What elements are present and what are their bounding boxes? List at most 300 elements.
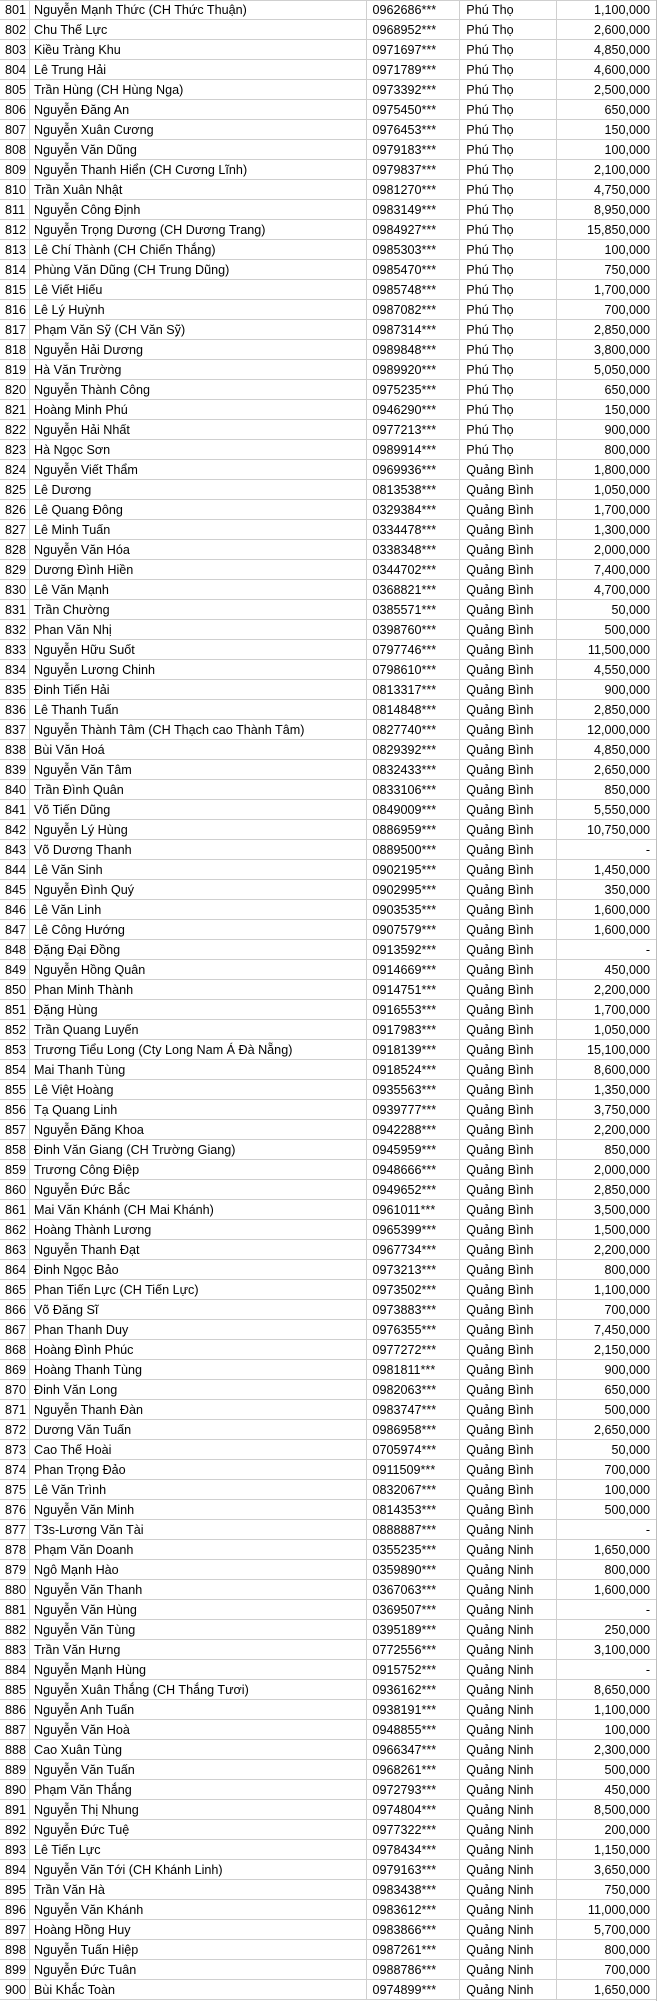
amount-cell[interactable]: 900,000 xyxy=(604,1362,651,1377)
name-cell[interactable]: Lê Văn Trình xyxy=(30,1480,367,1499)
name-cell[interactable]: Trần Quang Luyến xyxy=(30,1020,367,1039)
amount-cell[interactable]: 5,700,000 xyxy=(593,1922,651,1937)
row-number-cell[interactable]: 899 xyxy=(0,1960,30,1979)
row-number-cell[interactable]: 875 xyxy=(0,1480,30,1499)
row-number-cell[interactable]: 896 xyxy=(0,1900,30,1919)
province-cell[interactable]: Phú Thọ xyxy=(460,200,557,219)
province-cell[interactable]: Quảng Bình xyxy=(460,1080,557,1099)
amount-cell[interactable]: 4,850,000 xyxy=(593,742,651,757)
phone-cell[interactable]: 0942288*** xyxy=(367,1120,460,1139)
phone-cell[interactable]: 0977272*** xyxy=(367,1340,460,1359)
name-cell[interactable]: Lê Quang Đông xyxy=(30,500,367,519)
province-cell[interactable]: Quảng Bình xyxy=(460,1340,557,1359)
amount-cell[interactable]: 1,600,000 xyxy=(593,1582,651,1597)
phone-cell[interactable]: 0334478*** xyxy=(367,520,460,539)
name-cell[interactable]: Trương Tiểu Long (Cty Long Nam Á Đà Nẵng) xyxy=(30,1040,367,1059)
row-number-cell[interactable]: 816 xyxy=(0,300,30,319)
row-number-cell[interactable]: 864 xyxy=(0,1260,30,1279)
phone-cell[interactable]: 0827740*** xyxy=(367,720,460,739)
province-cell[interactable]: Quảng Bình xyxy=(460,640,557,659)
row-number-cell[interactable]: 826 xyxy=(0,500,30,519)
name-cell[interactable]: Nguyễn Thành Công xyxy=(30,380,367,399)
row-number-cell[interactable]: 814 xyxy=(0,260,30,279)
row-number-cell[interactable]: 804 xyxy=(0,60,30,79)
name-cell[interactable]: Nguyễn Văn Hóa xyxy=(30,540,367,559)
province-cell[interactable]: Quảng Ninh xyxy=(460,1860,557,1879)
province-cell[interactable]: Quảng Bình xyxy=(460,680,557,699)
phone-cell[interactable]: 0966347*** xyxy=(367,1740,460,1759)
row-number-cell[interactable]: 885 xyxy=(0,1680,30,1699)
province-cell[interactable]: Quảng Bình xyxy=(460,1220,557,1239)
row-number-cell[interactable]: 861 xyxy=(0,1200,30,1219)
province-cell[interactable]: Quảng Bình xyxy=(460,580,557,599)
province-cell[interactable]: Quảng Ninh xyxy=(460,1940,557,1959)
province-cell[interactable]: Phú Thọ xyxy=(460,40,557,59)
amount-cell[interactable]: 3,650,000 xyxy=(593,1862,651,1877)
row-number-cell[interactable]: 824 xyxy=(0,460,30,479)
amount-cell[interactable]: 900,000 xyxy=(604,422,651,437)
province-cell[interactable]: Quảng Ninh xyxy=(460,1580,557,1599)
amount-cell[interactable]: 4,750,000 xyxy=(593,182,651,197)
phone-cell[interactable]: 0973213*** xyxy=(367,1260,460,1279)
amount-cell[interactable]: 1,650,000 xyxy=(593,1542,651,1557)
row-number-cell[interactable]: 852 xyxy=(0,1020,30,1039)
amount-cell[interactable]: 200,000 xyxy=(604,1822,651,1837)
phone-cell[interactable]: 0946290*** xyxy=(367,400,460,419)
name-cell[interactable]: Mai Thanh Tùng xyxy=(30,1060,367,1079)
phone-cell[interactable]: 0832433*** xyxy=(367,760,460,779)
province-cell[interactable]: Phú Thọ xyxy=(460,380,557,399)
amount-cell[interactable]: 450,000 xyxy=(604,962,651,977)
phone-cell[interactable]: 0369507*** xyxy=(367,1600,460,1619)
amount-cell[interactable]: 1,350,000 xyxy=(593,1082,651,1097)
amount-cell[interactable]: - xyxy=(645,1522,651,1537)
phone-cell[interactable]: 0329384*** xyxy=(367,500,460,519)
phone-cell[interactable]: 0355235*** xyxy=(367,1540,460,1559)
phone-cell[interactable]: 0918139*** xyxy=(367,1040,460,1059)
row-number-cell[interactable]: 830 xyxy=(0,580,30,599)
phone-cell[interactable]: 0886959*** xyxy=(367,820,460,839)
phone-cell[interactable]: 0985748*** xyxy=(367,280,460,299)
name-cell[interactable]: Võ Dương Thanh xyxy=(30,840,367,859)
amount-cell[interactable]: 8,600,000 xyxy=(593,1062,651,1077)
row-number-cell[interactable]: 856 xyxy=(0,1100,30,1119)
amount-cell[interactable]: 11,500,000 xyxy=(587,642,651,657)
province-cell[interactable]: Quảng Ninh xyxy=(460,1760,557,1779)
row-number-cell[interactable]: 820 xyxy=(0,380,30,399)
province-cell[interactable]: Quảng Bình xyxy=(460,720,557,739)
row-number-cell[interactable]: 892 xyxy=(0,1820,30,1839)
row-number-cell[interactable]: 812 xyxy=(0,220,30,239)
phone-cell[interactable]: 0902995*** xyxy=(367,880,460,899)
amount-cell[interactable]: 1,300,000 xyxy=(593,522,651,537)
row-number-cell[interactable]: 847 xyxy=(0,920,30,939)
province-cell[interactable]: Quảng Bình xyxy=(460,1100,557,1119)
amount-cell[interactable]: 4,600,000 xyxy=(593,62,651,77)
name-cell[interactable]: Bùi Khắc Toàn xyxy=(30,1980,367,1999)
province-cell[interactable]: Quảng Ninh xyxy=(460,1700,557,1719)
row-number-cell[interactable]: 810 xyxy=(0,180,30,199)
name-cell[interactable]: Nguyễn Hồng Quân xyxy=(30,960,367,979)
phone-cell[interactable]: 0977213*** xyxy=(367,420,460,439)
amount-cell[interactable]: 2,850,000 xyxy=(593,702,651,717)
phone-cell[interactable]: 0936162*** xyxy=(367,1680,460,1699)
province-cell[interactable]: Quảng Bình xyxy=(460,920,557,939)
phone-cell[interactable]: 0976355*** xyxy=(367,1320,460,1339)
amount-cell[interactable]: 2,650,000 xyxy=(593,762,651,777)
amount-cell[interactable]: 1,150,000 xyxy=(593,1842,651,1857)
row-number-cell[interactable]: 858 xyxy=(0,1140,30,1159)
row-number-cell[interactable]: 833 xyxy=(0,640,30,659)
name-cell[interactable]: Nguyễn Hải Nhất xyxy=(30,420,367,439)
row-number-cell[interactable]: 850 xyxy=(0,980,30,999)
province-cell[interactable]: Phú Thọ xyxy=(460,20,557,39)
amount-cell[interactable]: 1,100,000 xyxy=(593,3,651,17)
amount-cell[interactable]: 50,000 xyxy=(611,602,651,617)
phone-cell[interactable]: 0985470*** xyxy=(367,260,460,279)
province-cell[interactable]: Quảng Ninh xyxy=(460,1740,557,1759)
row-number-cell[interactable]: 823 xyxy=(0,440,30,459)
row-number-cell[interactable]: 877 xyxy=(0,1520,30,1539)
phone-cell[interactable]: 0395189*** xyxy=(367,1620,460,1639)
name-cell[interactable]: Nguyễn Thanh Đàn xyxy=(30,1400,367,1419)
name-cell[interactable]: Nguyễn Viết Thẩm xyxy=(30,460,367,479)
name-cell[interactable]: Nguyễn Văn Hoà xyxy=(30,1720,367,1739)
name-cell[interactable]: Hoàng Hồng Huy xyxy=(30,1920,367,1939)
name-cell[interactable]: Lê Công Hướng xyxy=(30,920,367,939)
row-number-cell[interactable]: 860 xyxy=(0,1180,30,1199)
amount-cell[interactable]: 1,800,000 xyxy=(593,462,651,477)
row-number-cell[interactable]: 863 xyxy=(0,1240,30,1259)
phone-cell[interactable]: 0797746*** xyxy=(367,640,460,659)
phone-cell[interactable]: 0968261*** xyxy=(367,1760,460,1779)
province-cell[interactable]: Quảng Bình xyxy=(460,500,557,519)
province-cell[interactable]: Quảng Bình xyxy=(460,860,557,879)
phone-cell[interactable]: 0398760*** xyxy=(367,620,460,639)
name-cell[interactable]: Hà Ngọc Sơn xyxy=(30,440,367,459)
phone-cell[interactable]: 0965399*** xyxy=(367,1220,460,1239)
row-number-cell[interactable]: 897 xyxy=(0,1920,30,1939)
amount-cell[interactable]: 2,100,000 xyxy=(593,162,651,177)
amount-cell[interactable]: 800,000 xyxy=(604,442,651,457)
phone-cell[interactable]: 0813538*** xyxy=(367,480,460,499)
amount-cell[interactable]: 800,000 xyxy=(604,1562,651,1577)
province-cell[interactable]: Phú Thọ xyxy=(460,300,557,319)
phone-cell[interactable]: 0385571*** xyxy=(367,600,460,619)
amount-cell[interactable]: 2,000,000 xyxy=(593,1162,651,1177)
phone-cell[interactable]: 0902195*** xyxy=(367,860,460,879)
name-cell[interactable]: Dương Đình Hiền xyxy=(30,560,367,579)
province-cell[interactable]: Quảng Ninh xyxy=(460,1720,557,1739)
province-cell[interactable]: Quảng Bình xyxy=(460,780,557,799)
row-number-cell[interactable]: 835 xyxy=(0,680,30,699)
phone-cell[interactable]: 0949652*** xyxy=(367,1180,460,1199)
province-cell[interactable]: Quảng Bình xyxy=(460,900,557,919)
province-cell[interactable]: Quảng Bình xyxy=(460,760,557,779)
name-cell[interactable]: Cao Thế Hoài xyxy=(30,1440,367,1459)
name-cell[interactable]: Võ Tiến Dũng xyxy=(30,800,367,819)
amount-cell[interactable]: 2,650,000 xyxy=(593,1422,651,1437)
row-number-cell[interactable]: 809 xyxy=(0,160,30,179)
name-cell[interactable]: Hoàng Thành Lương xyxy=(30,1220,367,1239)
name-cell[interactable]: Nguyễn Thị Nhung xyxy=(30,1800,367,1819)
province-cell[interactable]: Quảng Bình xyxy=(460,820,557,839)
name-cell[interactable]: Trần Văn Hưng xyxy=(30,1640,367,1659)
province-cell[interactable]: Phú Thọ xyxy=(460,100,557,119)
name-cell[interactable]: Phan Tiến Lực (CH Tiến Lực) xyxy=(30,1280,367,1299)
phone-cell[interactable]: 0907579*** xyxy=(367,920,460,939)
province-cell[interactable]: Quảng Bình xyxy=(460,1360,557,1379)
phone-cell[interactable]: 0914751*** xyxy=(367,980,460,999)
amount-cell[interactable]: - xyxy=(645,1662,651,1677)
amount-cell[interactable]: 1,050,000 xyxy=(593,482,651,497)
province-cell[interactable]: Quảng Ninh xyxy=(460,1980,557,1999)
amount-cell[interactable]: 2,300,000 xyxy=(593,1742,651,1757)
phone-cell[interactable]: 0948855*** xyxy=(367,1720,460,1739)
row-number-cell[interactable]: 893 xyxy=(0,1840,30,1859)
name-cell[interactable]: Lê Lý Huỳnh xyxy=(30,300,367,319)
row-number-cell[interactable]: 813 xyxy=(0,240,30,259)
phone-cell[interactable]: 0368821*** xyxy=(367,580,460,599)
amount-cell[interactable]: 500,000 xyxy=(604,1502,651,1517)
row-number-cell[interactable]: 845 xyxy=(0,880,30,899)
name-cell[interactable]: Phan Trọng Đảo xyxy=(30,1460,367,1479)
province-cell[interactable]: Quảng Bình xyxy=(460,800,557,819)
province-cell[interactable]: Quảng Bình xyxy=(460,1380,557,1399)
amount-cell[interactable]: 2,150,000 xyxy=(593,1342,651,1357)
province-cell[interactable]: Quảng Ninh xyxy=(460,1540,557,1559)
row-number-cell[interactable]: 836 xyxy=(0,700,30,719)
province-cell[interactable]: Phú Thọ xyxy=(460,320,557,339)
amount-cell[interactable]: 800,000 xyxy=(604,1942,651,1957)
name-cell[interactable]: Nguyễn Văn Thanh xyxy=(30,1580,367,1599)
phone-cell[interactable]: 0772556*** xyxy=(367,1640,460,1659)
row-number-cell[interactable]: 855 xyxy=(0,1080,30,1099)
amount-cell[interactable]: 50,000 xyxy=(611,1442,651,1457)
name-cell[interactable]: Trần Đình Quân xyxy=(30,780,367,799)
row-number-cell[interactable]: 807 xyxy=(0,120,30,139)
row-number-cell[interactable]: 801 xyxy=(0,1,30,19)
row-number-cell[interactable]: 806 xyxy=(0,100,30,119)
phone-cell[interactable]: 0972793*** xyxy=(367,1780,460,1799)
amount-cell[interactable]: 4,850,000 xyxy=(593,42,651,57)
phone-cell[interactable]: 0974804*** xyxy=(367,1800,460,1819)
row-number-cell[interactable]: 837 xyxy=(0,720,30,739)
amount-cell[interactable]: 12,000,000 xyxy=(586,722,651,737)
row-number-cell[interactable]: 832 xyxy=(0,620,30,639)
province-cell[interactable]: Quảng Ninh xyxy=(460,1960,557,1979)
province-cell[interactable]: Quảng Bình xyxy=(460,1180,557,1199)
row-number-cell[interactable]: 872 xyxy=(0,1420,30,1439)
name-cell[interactable]: Tạ Quang Linh xyxy=(30,1100,367,1119)
phone-cell[interactable]: 0983438*** xyxy=(367,1880,460,1899)
name-cell[interactable]: Phan Thanh Duy xyxy=(30,1320,367,1339)
province-cell[interactable]: Quảng Ninh xyxy=(460,1840,557,1859)
row-number-cell[interactable]: 888 xyxy=(0,1740,30,1759)
name-cell[interactable]: Nguyễn Đức Bắc xyxy=(30,1180,367,1199)
province-cell[interactable]: Quảng Ninh xyxy=(460,1520,557,1539)
province-cell[interactable]: Quảng Bình xyxy=(460,940,557,959)
phone-cell[interactable]: 0918524*** xyxy=(367,1060,460,1079)
province-cell[interactable]: Quảng Bình xyxy=(460,540,557,559)
row-number-cell[interactable]: 859 xyxy=(0,1160,30,1179)
row-number-cell[interactable]: 900 xyxy=(0,1980,30,1999)
name-cell[interactable]: Hà Văn Trường xyxy=(30,360,367,379)
amount-cell[interactable]: 1,050,000 xyxy=(593,1022,651,1037)
phone-cell[interactable]: 0813317*** xyxy=(367,680,460,699)
amount-cell[interactable]: 1,450,000 xyxy=(593,862,651,877)
province-cell[interactable]: Phú Thọ xyxy=(460,360,557,379)
name-cell[interactable]: T3s-Lương Văn Tài xyxy=(30,1520,367,1539)
phone-cell[interactable]: 0981811*** xyxy=(367,1360,460,1379)
name-cell[interactable]: Kiều Tràng Khu xyxy=(30,40,367,59)
phone-cell[interactable]: 0979183*** xyxy=(367,140,460,159)
amount-cell[interactable]: 750,000 xyxy=(604,262,651,277)
amount-cell[interactable]: 8,500,000 xyxy=(593,1802,651,1817)
row-number-cell[interactable]: 818 xyxy=(0,340,30,359)
name-cell[interactable]: Đinh Văn Giang (CH Trường Giang) xyxy=(30,1140,367,1159)
province-cell[interactable]: Quảng Ninh xyxy=(460,1780,557,1799)
name-cell[interactable]: Đặng Hùng xyxy=(30,1000,367,1019)
row-number-cell[interactable]: 831 xyxy=(0,600,30,619)
name-cell[interactable]: Đặng Đại Đồng xyxy=(30,940,367,959)
row-number-cell[interactable]: 842 xyxy=(0,820,30,839)
amount-cell[interactable]: - xyxy=(645,842,651,857)
amount-cell[interactable]: 1,700,000 xyxy=(593,1002,651,1017)
province-cell[interactable]: Quảng Bình xyxy=(460,1260,557,1279)
province-cell[interactable]: Phú Thọ xyxy=(460,180,557,199)
row-number-cell[interactable]: 873 xyxy=(0,1440,30,1459)
phone-cell[interactable]: 0984927*** xyxy=(367,220,460,239)
amount-cell[interactable]: 450,000 xyxy=(604,1782,651,1797)
amount-cell[interactable]: 3,750,000 xyxy=(593,1102,651,1117)
row-number-cell[interactable]: 829 xyxy=(0,560,30,579)
row-number-cell[interactable]: 843 xyxy=(0,840,30,859)
province-cell[interactable]: Phú Thọ xyxy=(460,400,557,419)
phone-cell[interactable]: 0986958*** xyxy=(367,1420,460,1439)
amount-cell[interactable]: 700,000 xyxy=(604,302,651,317)
province-cell[interactable]: Quảng Bình xyxy=(460,620,557,639)
row-number-cell[interactable]: 815 xyxy=(0,280,30,299)
province-cell[interactable]: Phú Thọ xyxy=(460,120,557,139)
province-cell[interactable]: Quảng Bình xyxy=(460,480,557,499)
name-cell[interactable]: Nguyễn Văn Tùng xyxy=(30,1620,367,1639)
row-number-cell[interactable]: 879 xyxy=(0,1560,30,1579)
name-cell[interactable]: Nguyễn Thành Tâm (CH Thạch cao Thành Tâm) xyxy=(30,720,367,739)
name-cell[interactable]: Nguyễn Văn Khánh xyxy=(30,1900,367,1919)
phone-cell[interactable]: 0974899*** xyxy=(367,1980,460,1999)
amount-cell[interactable]: 1,700,000 xyxy=(593,502,651,517)
phone-cell[interactable]: 0915752*** xyxy=(367,1660,460,1679)
row-number-cell[interactable]: 881 xyxy=(0,1600,30,1619)
amount-cell[interactable]: 4,550,000 xyxy=(593,662,651,677)
amount-cell[interactable]: 2,500,000 xyxy=(593,82,651,97)
row-number-cell[interactable]: 808 xyxy=(0,140,30,159)
amount-cell[interactable]: 100,000 xyxy=(604,142,651,157)
row-number-cell[interactable]: 817 xyxy=(0,320,30,339)
amount-cell[interactable]: 100,000 xyxy=(604,1722,651,1737)
province-cell[interactable]: Quảng Bình xyxy=(460,1140,557,1159)
row-number-cell[interactable]: 876 xyxy=(0,1500,30,1519)
phone-cell[interactable]: 0975235*** xyxy=(367,380,460,399)
row-number-cell[interactable]: 869 xyxy=(0,1360,30,1379)
name-cell[interactable]: Phạm Văn Doanh xyxy=(30,1540,367,1559)
phone-cell[interactable]: 0938191*** xyxy=(367,1700,460,1719)
name-cell[interactable]: Lê Thanh Tuấn xyxy=(30,700,367,719)
row-number-cell[interactable]: 889 xyxy=(0,1760,30,1779)
name-cell[interactable]: Lê Văn Linh xyxy=(30,900,367,919)
province-cell[interactable]: Quảng Bình xyxy=(460,1040,557,1059)
row-number-cell[interactable]: 857 xyxy=(0,1120,30,1139)
phone-cell[interactable]: 0975450*** xyxy=(367,100,460,119)
name-cell[interactable]: Đinh Ngọc Bảo xyxy=(30,1260,367,1279)
row-number-cell[interactable]: 834 xyxy=(0,660,30,679)
province-cell[interactable]: Quảng Bình xyxy=(460,560,557,579)
amount-cell[interactable]: 500,000 xyxy=(604,622,651,637)
amount-cell[interactable]: 15,850,000 xyxy=(586,222,651,237)
province-cell[interactable]: Quảng Bình xyxy=(460,1200,557,1219)
province-cell[interactable]: Quảng Ninh xyxy=(460,1660,557,1679)
phone-cell[interactable]: 0914669*** xyxy=(367,960,460,979)
row-number-cell[interactable]: 866 xyxy=(0,1300,30,1319)
name-cell[interactable]: Nguyễn Đức Tuệ xyxy=(30,1820,367,1839)
province-cell[interactable]: Phú Thọ xyxy=(460,440,557,459)
phone-cell[interactable]: 0359890*** xyxy=(367,1560,460,1579)
name-cell[interactable]: Dương Văn Tuấn xyxy=(30,1420,367,1439)
name-cell[interactable]: Hoàng Minh Phú xyxy=(30,400,367,419)
name-cell[interactable]: Nguyễn Đăng Khoa xyxy=(30,1120,367,1139)
phone-cell[interactable]: 0978434*** xyxy=(367,1840,460,1859)
name-cell[interactable]: Bùi Văn Hoá xyxy=(30,740,367,759)
amount-cell[interactable]: 350,000 xyxy=(604,882,651,897)
phone-cell[interactable]: 0832067*** xyxy=(367,1480,460,1499)
name-cell[interactable]: Phùng Văn Dũng (CH Trung Dũng) xyxy=(30,260,367,279)
phone-cell[interactable]: 0983866*** xyxy=(367,1920,460,1939)
province-cell[interactable]: Phú Thọ xyxy=(460,260,557,279)
province-cell[interactable]: Quảng Ninh xyxy=(460,1900,557,1919)
province-cell[interactable]: Quảng Ninh xyxy=(460,1680,557,1699)
name-cell[interactable]: Nguyễn Văn Dũng xyxy=(30,140,367,159)
row-number-cell[interactable]: 895 xyxy=(0,1880,30,1899)
amount-cell[interactable]: 150,000 xyxy=(604,402,651,417)
amount-cell[interactable]: - xyxy=(645,1602,651,1617)
name-cell[interactable]: Lê Tiến Lực xyxy=(30,1840,367,1859)
amount-cell[interactable]: 500,000 xyxy=(604,1762,651,1777)
amount-cell[interactable]: 2,850,000 xyxy=(593,1182,651,1197)
phone-cell[interactable]: 0935563*** xyxy=(367,1080,460,1099)
phone-cell[interactable]: 0976453*** xyxy=(367,120,460,139)
name-cell[interactable]: Cao Xuân Tùng xyxy=(30,1740,367,1759)
phone-cell[interactable]: 0916553*** xyxy=(367,1000,460,1019)
row-number-cell[interactable]: 867 xyxy=(0,1320,30,1339)
province-cell[interactable]: Phú Thọ xyxy=(460,220,557,239)
name-cell[interactable]: Nguyễn Văn Tâm xyxy=(30,760,367,779)
name-cell[interactable]: Đinh Văn Long xyxy=(30,1380,367,1399)
amount-cell[interactable]: 15,100,000 xyxy=(586,1042,651,1057)
amount-cell[interactable]: 100,000 xyxy=(604,1482,651,1497)
amount-cell[interactable]: 1,500,000 xyxy=(593,1222,651,1237)
row-number-cell[interactable]: 891 xyxy=(0,1800,30,1819)
amount-cell[interactable]: 1,600,000 xyxy=(593,902,651,917)
row-number-cell[interactable]: 805 xyxy=(0,80,30,99)
province-cell[interactable]: Quảng Ninh xyxy=(460,1920,557,1939)
province-cell[interactable]: Quảng Ninh xyxy=(460,1640,557,1659)
amount-cell[interactable]: 8,650,000 xyxy=(593,1682,651,1697)
row-number-cell[interactable]: 821 xyxy=(0,400,30,419)
amount-cell[interactable]: 700,000 xyxy=(604,1962,651,1977)
name-cell[interactable]: Nguyễn Lý Hùng xyxy=(30,820,367,839)
amount-cell[interactable]: 3,800,000 xyxy=(593,342,651,357)
